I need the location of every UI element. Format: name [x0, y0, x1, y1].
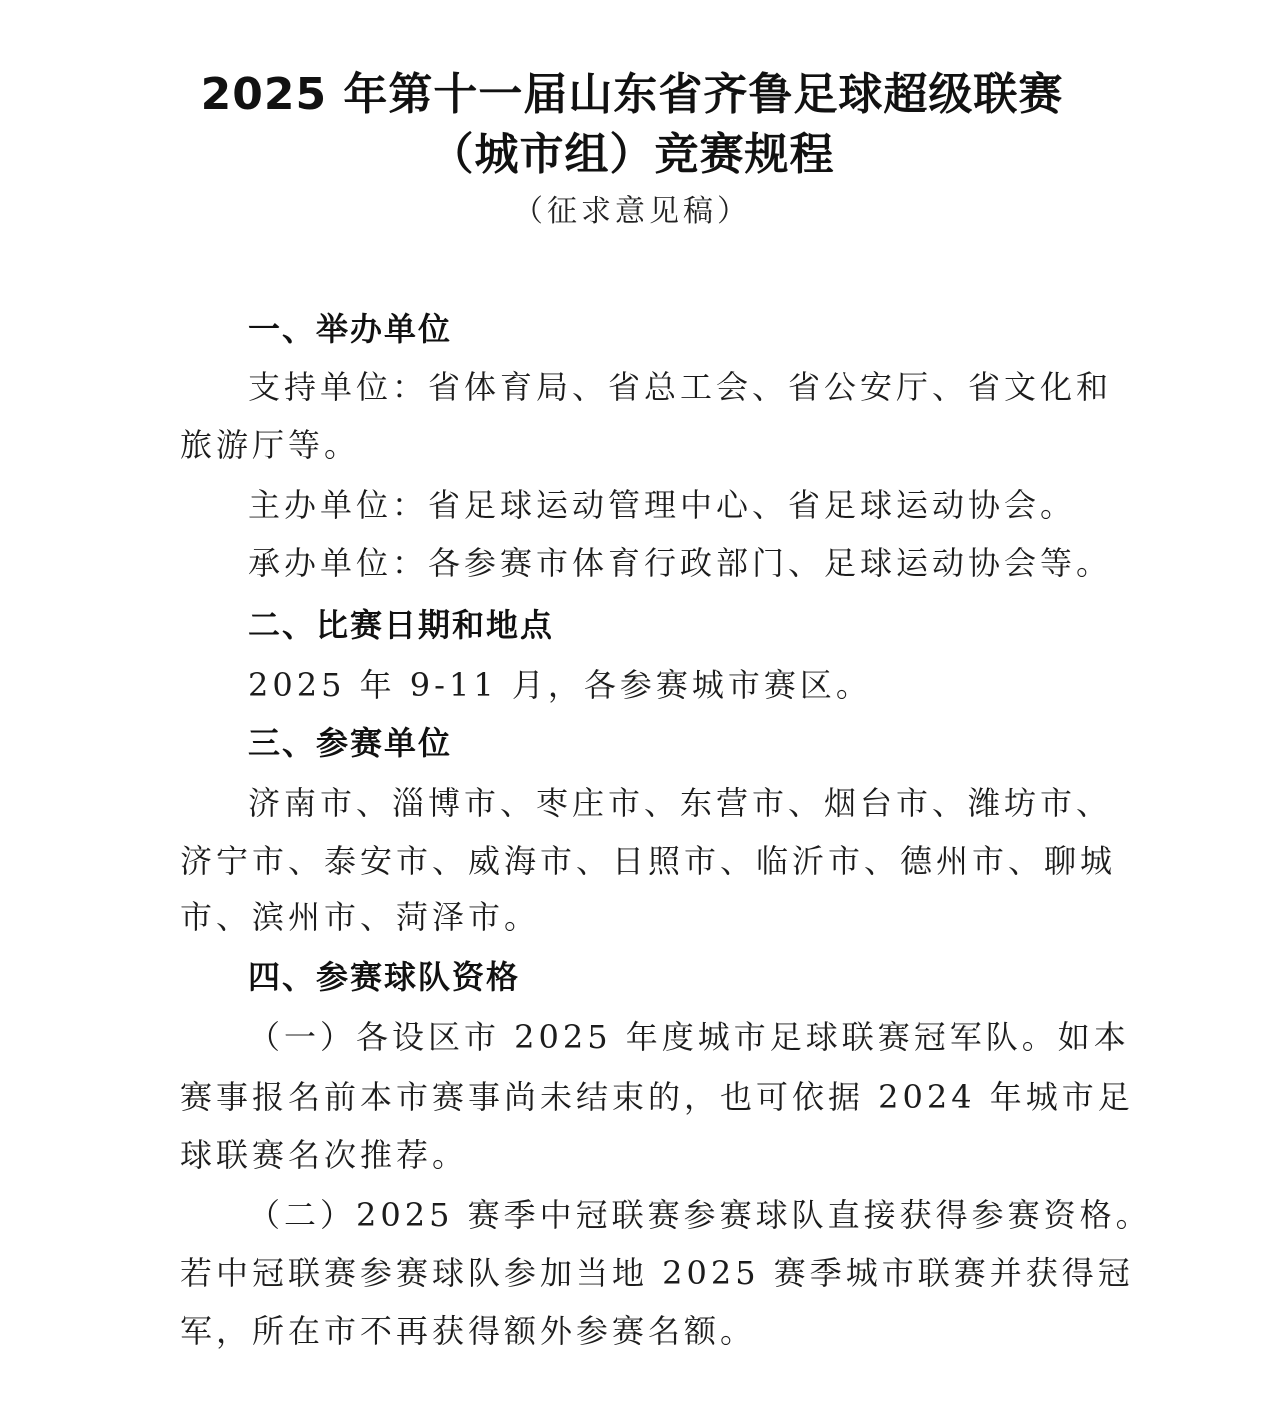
- section-heading-participants: 三、参赛单位: [248, 724, 453, 762]
- document-subtitle: （征求意见稿）: [513, 194, 751, 229]
- section-heading-eligibility: 四、参赛球队资格: [248, 958, 521, 996]
- eligibility-p2-line2: 若中冠联赛参赛球队参加当地 2025 赛季城市联赛并获得冠: [180, 1254, 1134, 1292]
- support-units-line2: 旅游厅等。: [180, 426, 361, 464]
- eligibility-p1-line1: （一）各设区市 2025 年度城市足球联赛冠军队。如本: [248, 1018, 1130, 1056]
- eligibility-p1-line2: 赛事报名前本市赛事尚未结束的，也可依据 2024 年城市足: [180, 1078, 1134, 1116]
- organizer-units: 承办单位：各参赛市体育行政部门、足球运动协会等。: [248, 544, 1113, 582]
- section-heading-date-venue: 二、比赛日期和地点: [248, 606, 555, 644]
- date-venue-text: 2025 年 9-11 月，各参赛城市赛区。: [248, 666, 872, 704]
- section-heading-organizers: 一、举办单位: [248, 310, 453, 348]
- participants-line1: 济南市、淄博市、枣庄市、东营市、烟台市、潍坊市、: [248, 784, 1113, 822]
- eligibility-p1-line3: 球联赛名次推荐。: [180, 1136, 469, 1174]
- participants-line2: 济宁市、泰安市、威海市、日照市、临沂市、德州市、聊城: [180, 842, 1117, 880]
- document-title-line1: 2025 年第十一届山东省齐鲁足球超级联赛: [200, 69, 1064, 120]
- eligibility-p2-line1: （二）2025 赛季中冠联赛参赛球队直接获得参赛资格。: [248, 1196, 1152, 1234]
- document-title-line2: （城市组）竞赛规程: [429, 129, 835, 180]
- eligibility-p2-line3: 军，所在市不再获得额外参赛名额。: [180, 1312, 757, 1350]
- support-units-line1: 支持单位：省体育局、省总工会、省公安厅、省文化和: [248, 368, 1113, 406]
- participants-line3: 市、滨州市、菏泽市。: [180, 898, 541, 936]
- host-units: 主办单位：省足球运动管理中心、省足球运动协会。: [248, 486, 1077, 524]
